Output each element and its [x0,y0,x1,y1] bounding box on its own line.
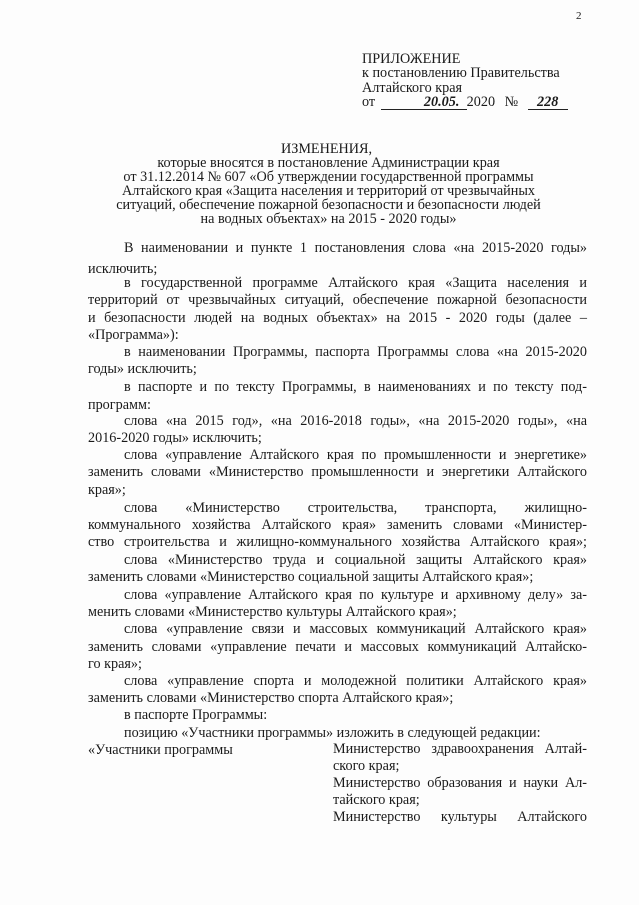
body-line-2: исключить; [88,261,158,277]
body-line-22: менить словами «Министерство культуры Алтайского края»; [88,604,457,620]
body-line-21: слова «управление Алтайского края по культуре и архивному делу» за- [124,587,587,603]
heading-line-1: которые вносятся в постановление Администрации края [157,155,500,171]
table-right-line-2: ского края; [333,758,400,774]
body-line-28: в паспорте Программы: [124,707,268,723]
table-right-line-5: Министерство культуры Алтайского [333,809,587,825]
heading-line-3: Алтайского края «Защита населения и территорий от чрезвычайных [122,183,535,199]
body-line-3: в государственной программе Алтайского края «Защита населения и [124,275,587,291]
table-right-line-3: Министерство образования и науки Ал- [333,775,587,791]
appendix-line-2: Алтайского края [362,80,463,96]
changes-title: ИЗМЕНЕНИЯ, [280,141,373,157]
body-line-8: годы» исключить; [88,361,197,377]
body-line-4: территорий от чрезвычайных ситуаций, обеспечение пожарной безопасности [88,292,587,308]
table-right-line-1: Министерство здравоохранения Алтай- [333,741,587,757]
number-value: 228 [528,95,568,110]
body-line-10: программ: [88,397,151,413]
body-line-15: края»; [88,482,126,498]
body-line-16: слова «Министерство строительства, транспорта, жилищно- [124,500,587,516]
body-line-26: слова «управление спорта и молодежной политики Алтайского края» [124,673,587,689]
body-line-17: коммунального хозяйства Алтайского края» заменить словами «Министер- [88,517,587,533]
body-line-14: заменить словами «Министерство промышленности и энергетики Алтайского [88,464,587,480]
number-sign: № [504,94,519,110]
heading-line-4: ситуаций, обеспечение пожарной безопасности и безопасности людей [116,197,541,213]
body-line-23: слова «управление связи и массовых коммуникаций Алтайского края» [124,621,587,637]
page-number: 2 [576,10,582,22]
appendix-date-line [362,95,568,110]
heading-line-2: от 31.12.2014 № 607 «Об утверждении государственной программы [123,169,534,185]
body-line-24: заменить словами «управление печати и массовых коммуникаций Алтайско- [88,639,587,655]
body-line-27: заменить словами «Министерство спорта Алтайского края»; [88,690,454,706]
heading-line-5: на водных объектах» на 2015 - 2020 годы» [200,211,457,227]
date-year: 2020 [466,94,496,110]
appendix-title: ПРИЛОЖЕНИЕ [362,51,461,67]
date-prefix: от [362,94,376,110]
body-line-13: слова «управление Алтайского края по промышленности и энергетике» [124,447,587,463]
body-line-12: 2016-2020 годы» исключить; [88,430,262,446]
body-line-19: слова «Министерство труда и социальной защиты Алтайского края» [124,552,587,568]
table-left-label: «Участники программы [88,742,233,758]
table-right-line-4: тайского края; [333,792,420,808]
body-line-11: слова «на 2015 год», «на 2016-2018 годы», «на 2015-2020 годы», «на [124,413,587,429]
date-value: 20.05. [381,95,467,110]
appendix-line-1: к постановлению Правительства [362,65,560,81]
body-line-18: ство строительства и жилищно-коммунального хозяйства Алтайского края»; [88,534,587,550]
body-line-29: позицию «Участники программы» изложить в следующей редакции: [124,725,541,741]
body-line-1: В наименовании и пункте 1 постановления слова «на 2015-2020 годы» [124,240,587,256]
body-line-9: в паспорте и по тексту Программы, в наименованиях и по тексту под- [124,379,587,395]
body-line-6: «Программа»): [88,327,179,343]
body-line-25: го края»; [88,656,142,672]
body-line-7: в наименовании Программы, паспорта Программы слова «на 2015-2020 [124,344,587,360]
body-line-5: и безопасности людей на водных объектах» на 2015 - 2020 годы (далее – [88,310,587,326]
body-line-20: заменить словами «Министерство социальной защиты Алтайского края»; [88,569,534,585]
